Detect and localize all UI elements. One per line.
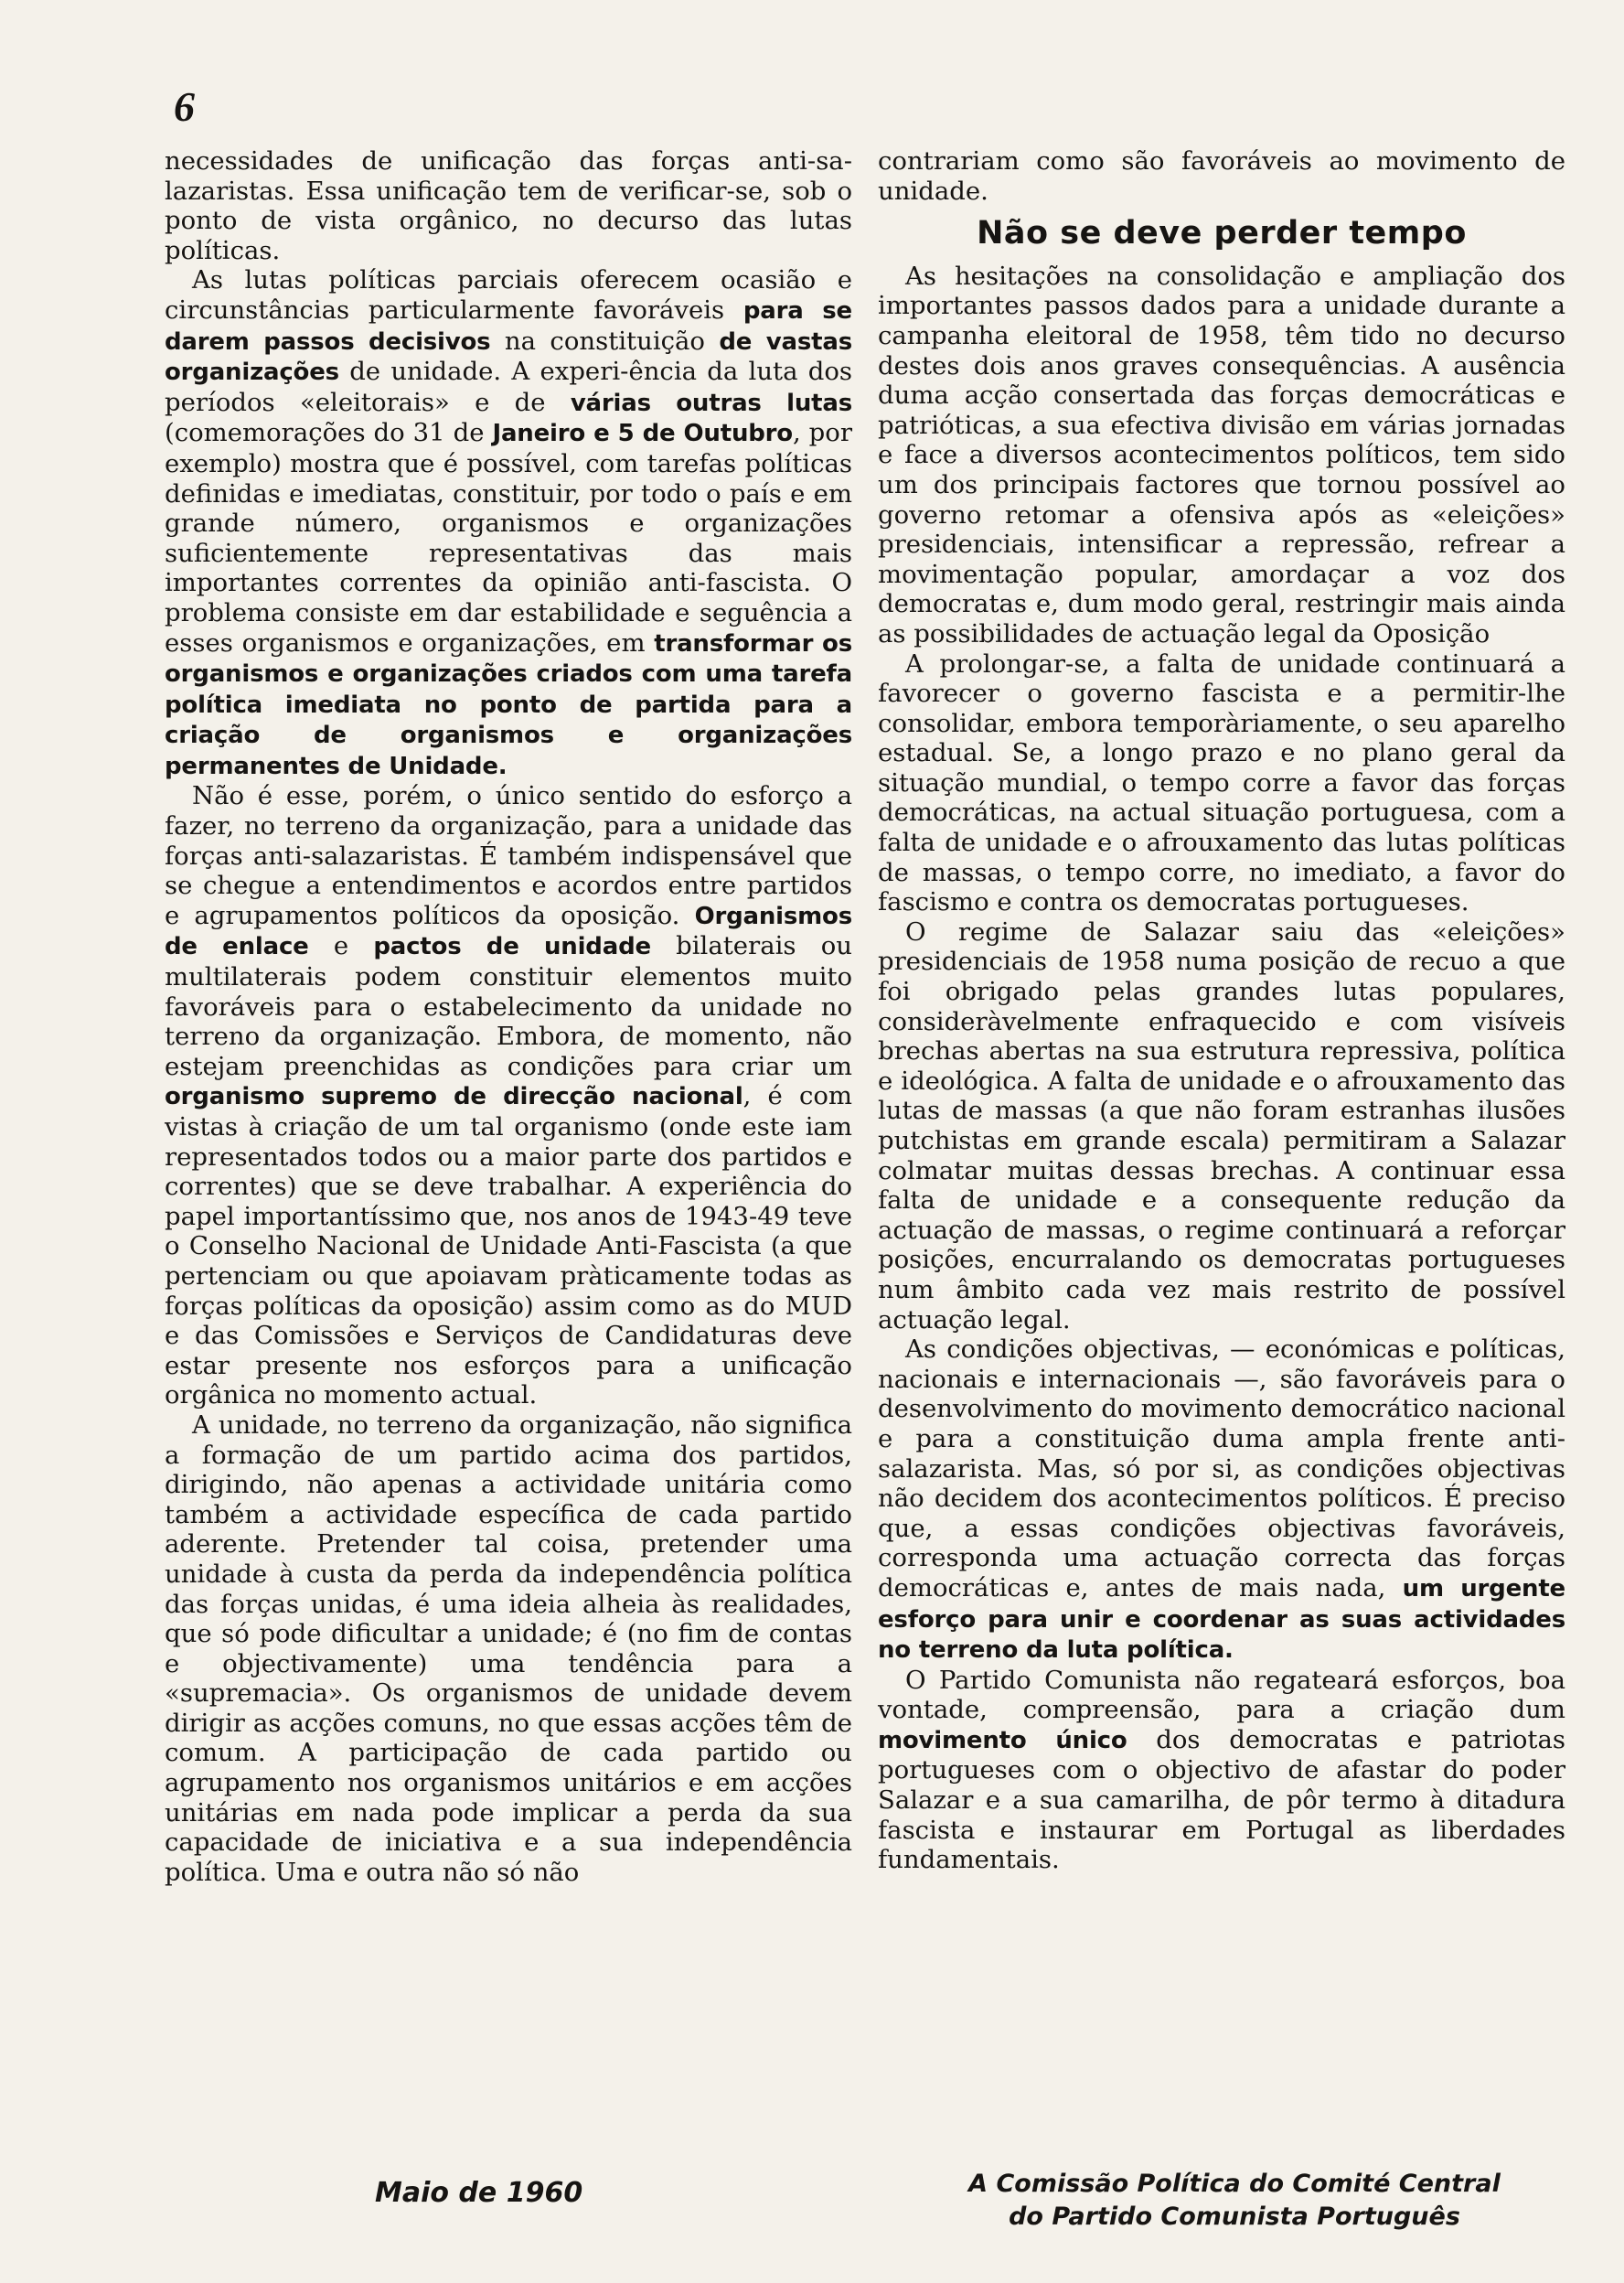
paragraph: contrariam como são favoráveis ao movimento de unidade. xyxy=(878,146,1565,206)
paragraph: O regime de Salazar saiu das «eleições» presidenciais de 1958 numa posição de recuo a que foi obrigado pelas grandes lutas populares, consideràvelmente enfraquecido e com visíveis brechas abertas na sua estrutura repressiva, política e ideológica. A falta de unidade e o afrouxamento das lutas de massas (a que não foram estranhas ilusões putchistas em grande escala) permitiram a Salazar colmatar muitas dessas brechas. A continuar essa falta de unidade e a consequente redução da actuação de massas, o regime continuará a reforçar posições, encurralando os democratas portugueses num âmbito cada vez mais restrito de possível actuação legal. xyxy=(878,916,1565,1334)
signature-line: A Comissão Política do Comité Central xyxy=(968,2170,1501,2198)
text-run: dos democratas e patriotas portugueses com o objectivo de afastar do poder Salazar e a sua camarilha, de pôr termo à ditadura fascista e instaurar em Portugal as liberdades fundamentais. xyxy=(878,1724,1565,1875)
signature-block xyxy=(914,2168,1555,2234)
text-run: na constituição xyxy=(490,326,720,356)
paragraph: necessidades de unificação das forças anti-sa-lazaristas. Essa unificação tem de verificar-se, sob o ponto de vista orgânico, no decurso das lutas políticas. xyxy=(165,146,852,265)
emphasis-text: um urgente esforço para unir e coordenar as suas actividades no terreno da luta política. xyxy=(878,1574,1565,1665)
emphasis-text: pactos de unidade xyxy=(373,933,651,961)
text-run: de unidade. A experi- xyxy=(338,357,629,387)
text-run: , por exemplo) mostra que é possível, com tarefas políticas definidas e imediatas, constituir, por todo o país e em grande número, organismos e organizações suficientemente representativas das mais importantes correntes da opinião anti-fascista. O problema consiste em dar estabilidade e seguência a esses organismos e organizações, em xyxy=(165,418,852,658)
text-run: As condições objectivas, — económicas e políticas, nacionais e internacionais —, são favoráveis para o desenvolvimento do movimento democrático nacional e para a constituição duma ampla frente anti-salazarista. Mas, só por si, as condições objectivas não decidem dos acontecimentos políticos. É preciso que, a essas condições objectivas favoráveis, corresponda uma actuação correcta das forças democráticas e, antes de mais nada, xyxy=(878,1334,1565,1602)
emphasis-text: de vastas organizações xyxy=(165,327,852,387)
emphasis-text: várias outras lutas xyxy=(570,389,852,417)
paragraph xyxy=(878,1666,1565,1875)
emphasis-text: Janeiro e 5 de Outubro xyxy=(492,420,793,448)
emphasis-text: movimento único xyxy=(878,1726,1127,1754)
document-date: Maio de 1960 xyxy=(375,2177,583,2209)
paragraph xyxy=(165,265,852,781)
page-number: 6 xyxy=(174,83,195,130)
text-run: As lutas políticas parciais oferecem ocasião e circunstâncias particularmente favoráveis xyxy=(165,265,852,325)
text-run: (comemorações do 31 de xyxy=(165,418,493,448)
paragraph: A unidade, no terreno da organização, não significa a formação de um partido acima dos partidos, dirigindo, não apenas a actividade unitária como também a actividade específica de cada partido aderente. Pretender tal coisa, pretender uma unidade à custa da perda da independência política das forças unidas, é uma ideia alheia às realidades, que só pode dificultar a unidade; é (no fim de contas e objectivamente) uma tendência para a «supremacia». Os organismos de unidade devem dirigir as acções comuns, no que essas acções têm de comum. A participação de cada partido ou agrupamento nos organismos unitários e em acções unitárias em nada pode implicar a perda da sua capacidade de iniciativa e a sua independência política. Uma e outra não só não xyxy=(165,1409,852,1887)
text-run: , é com vistas à criação de um tal organismo (onde este iam representados todos ou a maior parte dos partidos e correntes) que se deve trabalhar. A experiência do papel importantíssimo que, nos anos de 1943-49 teve o Conselho Nacional de Unidade Anti-Fascista (a que pertenciam ou que apoiavam pràticamente todas as forças políticas da oposição) assim como as do MUD e das Comissões e Serviços de Candidaturas deve estar presente nos esforços para a unificação orgânica no momento actual. xyxy=(165,1081,852,1410)
paragraph: A prolongar-se, a falta de unidade continuará a favorecer o governo fascista e a permitir-lhe consolidar, embora temporàriamente, o seu aparelho estadual. Se, a longo prazo e no plano geral da situação mundial, o tempo corre a favor das forças democráticas, na actual situação portuguesa, com a falta de unidade e o afrouxamento das lutas políticas de massas, o tempo corre, no imediato, a favor do fascismo e contra os democratas portugueses. xyxy=(878,648,1565,917)
signature-line: do Partido Comunista Português xyxy=(1009,2203,1460,2231)
paragraph: As hesitações na consolidação e ampliação dos importantes passos dados para a unidade durante a campanha eleitoral de 1958, têm tido no decurso destes dois anos graves consequências. A ausência duma acção consertada das forças democráticas e patrióticas, a sua efectiva divisão em várias jornadas e face a diversos acontecimentos políticos, tem sido um dos principais factores que tornou possível ao governo retomar a ofensiva após as «eleições» presidenciais, intensificar a repressão, refrear a movimentação popular, amordaçar a voz dos democratas e, dum modo geral, restringir mais ainda as possibilidades de actuação legal da Oposição xyxy=(878,261,1565,648)
left-column xyxy=(165,146,852,1887)
emphasis-text: Organismos de enlace xyxy=(165,902,852,961)
emphasis-text: para se darem passos decisivos xyxy=(165,296,852,356)
section-heading: Não se deve perder tempo xyxy=(977,215,1467,252)
emphasis-text: transformar os organismos e organizações criados com uma tarefa política imediata no ponto de partida para a criação de organismos e organizações permanentes de Unidade. xyxy=(165,629,852,780)
text-run: Não é esse, porém, o único sentido do esforço a fazer, no terreno da organização, para a unidade das forças anti-salazaristas. É também indispensável que se chegue a entendimentos e acordos entre partidos e agrupamentos políticos da oposição. xyxy=(165,781,852,930)
paragraph xyxy=(878,1334,1565,1666)
text-run: e xyxy=(308,931,374,961)
emphasis-text: organismo supremo de direcção nacional xyxy=(165,1083,743,1111)
paragraph xyxy=(165,781,852,1409)
right-column xyxy=(878,146,1565,1875)
text-run: ência da luta dos períodos «eleitorais» e de xyxy=(165,357,853,417)
text-run: bilaterais ou multilaterais podem constituir elementos muito favoráveis para o estabelecimento da unidade no terreno da organização. Embora, de momento, não estejam preenchidas as condições para criar um xyxy=(165,931,852,1081)
text-run: O Partido Comunista não regateará esforços, boa vontade, compreensão, para a criação dum xyxy=(878,1665,1565,1725)
